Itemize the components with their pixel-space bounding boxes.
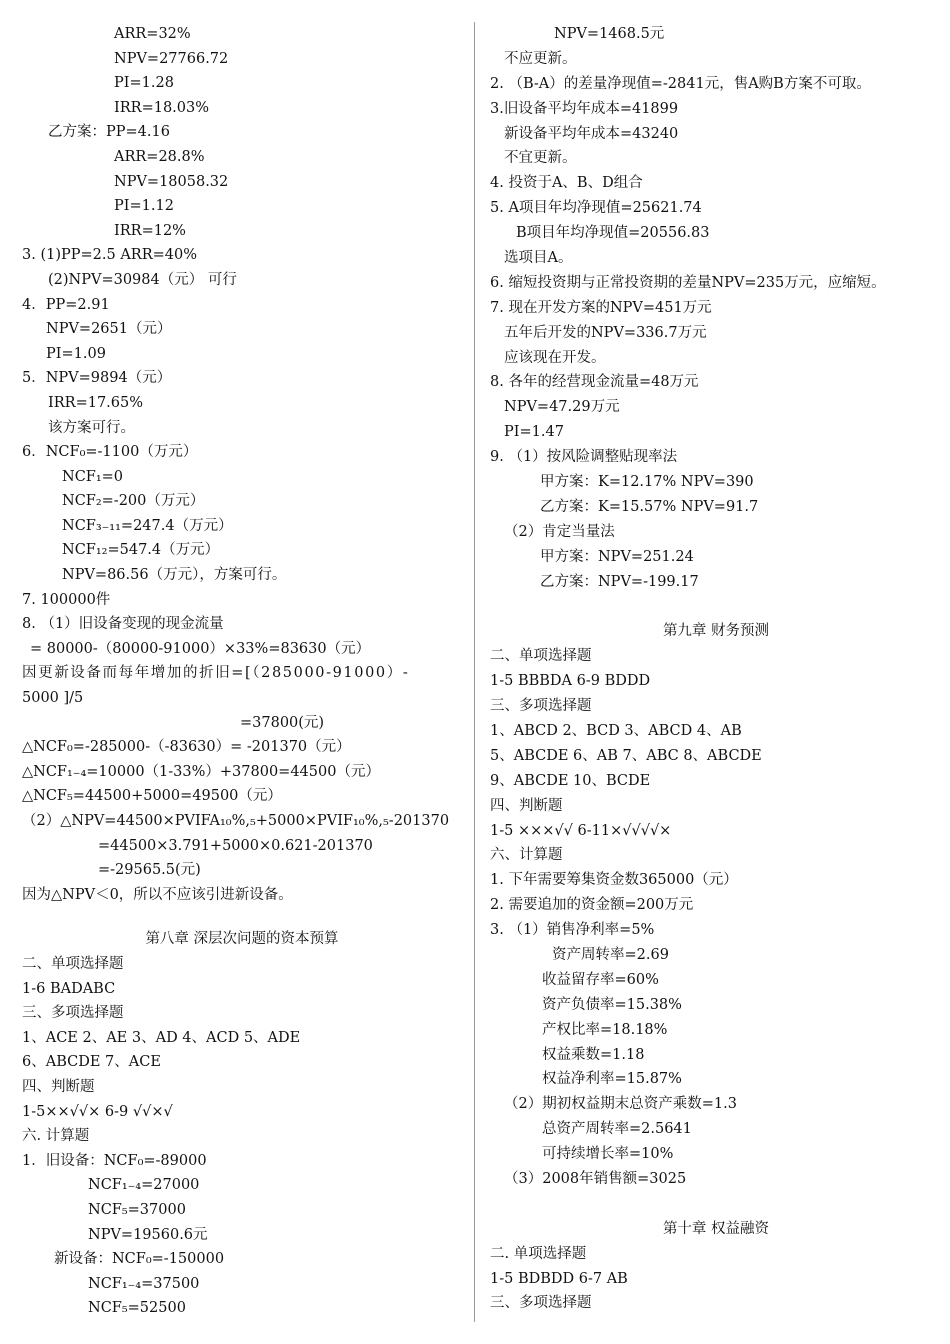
- text-line: 不应更新。: [504, 50, 577, 67]
- text-line: IRR=17.65%: [48, 394, 144, 411]
- text-line: PI=1.09: [46, 345, 106, 362]
- text-line: NCF₅=37000: [88, 1201, 186, 1218]
- chapter-heading: 第十章 权益融资: [662, 1220, 770, 1237]
- text-line: [22, 907, 462, 927]
- text-line: NCF₂=-200（万元）: [62, 493, 205, 510]
- text-line: PI=1.47: [504, 424, 564, 441]
- text-line: 2. 需要追加的资金额=200万元: [490, 897, 694, 914]
- text-line: 5．NPV=9894（元）: [22, 370, 172, 387]
- text-line: 1．旧设备：NCF₀=-89000: [22, 1152, 207, 1169]
- text-line: B项目年均净现值=20556.83: [516, 225, 710, 242]
- text-line: 六、计算题: [490, 847, 563, 864]
- text-line: 1-5 ×××√√ 6-11×√√√√×: [490, 822, 672, 839]
- text-line: 1-5 BDBDD 6-7 AB: [490, 1270, 628, 1287]
- text-line: 甲方案：K=12.17% NPV=390: [540, 474, 754, 491]
- text-line: NPV=19560.6元: [88, 1226, 208, 1243]
- text-line: NCF₃₋₁₁=247.4（万元）: [62, 517, 233, 534]
- text-line: 权益净利率=15.87%: [542, 1071, 682, 1088]
- text-line: 1、ABCD 2、BCD 3、ABCD 4、AB: [490, 722, 742, 739]
- text-line: （2）肯定当量法: [504, 523, 615, 540]
- text-line: 不宜更新。: [504, 150, 577, 167]
- text-line: ARR=28.8%: [114, 148, 205, 165]
- text-line: 因更新设备而每年增加的折旧=[（285000-91000）-: [22, 665, 410, 682]
- text-line: （3）2008年销售额=3025: [504, 1170, 687, 1187]
- text-line: IRR=12%: [114, 222, 186, 239]
- text-line: 6．NCF₀=-1100（万元）: [22, 444, 198, 461]
- text-line: （2）△NPV=44500×PVIFA₁₀%,₅+5000×PVIF₁₀%,₅-201370: [22, 813, 450, 829]
- text-line: 9、ABCDE 10、BCDE: [490, 772, 651, 789]
- text-line: 二. 单项选择题: [490, 1245, 587, 1262]
- text-line: NPV=1468.5元: [554, 26, 665, 42]
- text-line: △NCF₁₋₄=10000（1-33%）+37800=44500（元）: [22, 763, 380, 780]
- text-line: 新设备：NCF₀=-150000: [54, 1251, 225, 1268]
- text-line: = 80000-（80000-91000）×33%=83630（元）: [30, 640, 371, 657]
- text-line: [490, 1192, 942, 1217]
- text-line: （2）期初权益期末总资产乘数=1.3: [504, 1096, 737, 1113]
- column-divider: [474, 22, 475, 1322]
- text-line: 1-5××√√× 6-9 √√×√: [22, 1103, 173, 1120]
- text-line: NPV=47.29万元: [504, 399, 620, 416]
- text-line: NPV=27766.72: [114, 50, 229, 67]
- text-line: 乙方案：K=15.57% NPV=91.7: [540, 498, 759, 515]
- text-line: 3. （1）销售净利率=5%: [490, 922, 655, 939]
- text-line: 资产负债率=15.38%: [542, 996, 682, 1013]
- left-column: [22, 22, 462, 1321]
- text-line: 3.旧设备平均年成本=41899: [490, 100, 679, 117]
- text-line: 总资产周转率=2.5641: [542, 1121, 692, 1138]
- text-line: (2)NPV=30984（元） 可行: [48, 271, 237, 288]
- text-line: 四、判断题: [490, 797, 563, 814]
- text-line: 资产周转率=2.69: [552, 946, 669, 963]
- text-line: 1-6 BADABC: [22, 980, 116, 997]
- text-line: 6. 缩短投资期与正常投资期的差量NPV=235万元，应缩短。: [490, 274, 886, 291]
- text-line: 五年后开发的NPV=336.7万元: [504, 324, 707, 341]
- right-column: [490, 22, 942, 1316]
- text-line: 1、ACE 2、AE 3、AD 4、ACD 5、ADE: [22, 1029, 301, 1046]
- text-line: NCF₁=0: [62, 468, 124, 485]
- text-line: △NCF₅=44500+5000=49500（元）: [22, 788, 282, 805]
- text-line: 三、多项选择题: [22, 1005, 124, 1022]
- text-line: 三、多项选择题: [490, 1295, 592, 1312]
- text-line: [490, 594, 942, 619]
- text-line: 7. 100000件: [22, 591, 111, 608]
- text-line: 产权比率=18.18%: [542, 1021, 668, 1038]
- text-line: PI=1.28: [114, 75, 174, 92]
- text-line: 甲方案：NPV=251.24: [540, 548, 694, 565]
- text-line: NPV=18058.32: [114, 173, 229, 190]
- text-line: 2. （B-A）的差量净现值=-2841元，售A购B方案不可取。: [490, 75, 871, 92]
- text-line: NPV=2651（元）: [46, 321, 172, 338]
- text-line: IRR=18.03%: [114, 99, 210, 116]
- text-line: 5. A项目年均净现值=25621.74: [490, 200, 702, 217]
- text-line: 二、单项选择题: [490, 648, 592, 665]
- text-line: NCF₁₋₄=27000: [88, 1177, 200, 1194]
- text-line: 5000 ]/5: [22, 690, 84, 707]
- text-line: 因为△NPV＜0，所以不应该引进新设备。: [22, 886, 293, 903]
- text-line: ARR=32%: [114, 26, 191, 42]
- text-line: 4．PP=2.91: [22, 296, 110, 313]
- text-line: 3. (1)PP=2.5 ARR=40%: [22, 247, 197, 264]
- text-line: 7. 现在开发方案的NPV=451万元: [490, 299, 712, 316]
- text-line: 该方案可行。: [48, 419, 135, 436]
- text-line: =-29565.5(元): [98, 862, 201, 879]
- text-line: 8. （1）旧设备变现的现金流量: [22, 616, 224, 633]
- text-line: NPV=86.56（万元），方案可行。: [62, 567, 287, 584]
- text-line: 选项目A。: [504, 250, 573, 267]
- text-line: =37800(元): [240, 714, 325, 731]
- text-line: 新设备平均年成本=43240: [504, 125, 679, 142]
- text-line: 6、ABCDE 7、ACE: [22, 1054, 161, 1071]
- text-line: 乙方案：NPV=-199.17: [540, 573, 699, 590]
- text-line: 应该现在开发。: [504, 349, 606, 366]
- text-line: NCF₁₋₄=37500: [88, 1275, 200, 1292]
- text-line: 权益乘数=1.18: [542, 1046, 645, 1063]
- text-line: =44500×3.791+5000×0.621-201370: [98, 837, 373, 854]
- text-line: 乙方案：PP=4.16: [48, 124, 170, 141]
- text-line: 1-5 BBBDA 6-9 BDDD: [490, 673, 651, 690]
- text-line: 9. （1）按风险调整贴现率法: [490, 449, 678, 466]
- text-line: 三、多项选择题: [490, 698, 592, 715]
- text-line: NCF₁₂=547.4（万元）: [62, 542, 220, 559]
- text-line: 4. 投资于A、B、D组合: [490, 175, 643, 192]
- text-line: 六. 计算题: [22, 1128, 90, 1145]
- chapter-heading: 第九章 财务预测: [662, 623, 770, 640]
- text-line: △NCF₀=-285000-（-83630）= -201370（元）: [22, 739, 351, 756]
- text-line: 四、判断题: [22, 1078, 95, 1095]
- text-line: 8. 各年的经营现金流量=48万元: [490, 374, 699, 391]
- text-line: 二、单项选择题: [22, 955, 124, 972]
- text-line: NCF₅=52500: [88, 1300, 186, 1317]
- text-line: 可持续增长率=10%: [542, 1146, 674, 1163]
- text-line: 1. 下年需要筹集资金数365000（元）: [490, 872, 738, 889]
- text-line: 收益留存率=60%: [542, 971, 659, 988]
- chapter-heading: 第八章 深层次问题的资本预算: [145, 931, 339, 948]
- text-line: PI=1.12: [114, 198, 174, 215]
- text-line: 5、ABCDE 6、AB 7、ABC 8、ABCDE: [490, 747, 762, 764]
